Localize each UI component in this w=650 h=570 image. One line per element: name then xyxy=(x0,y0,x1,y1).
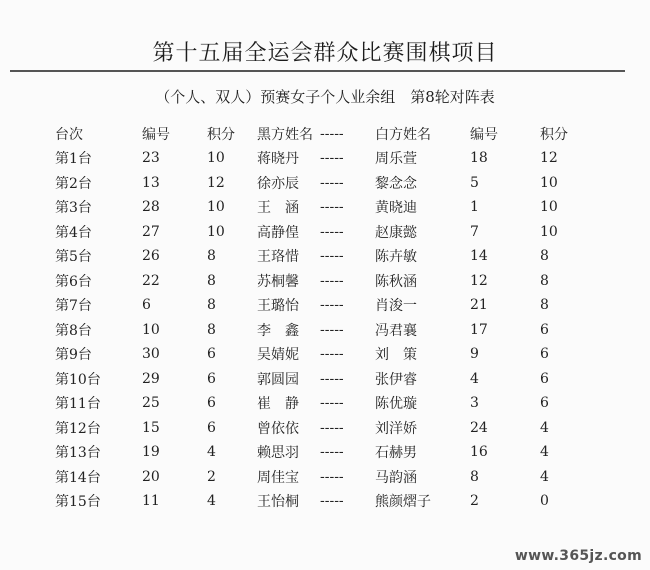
vs-cell: ----- xyxy=(320,248,344,265)
white-name-cell: 刘洋娇 xyxy=(375,420,417,437)
black-score-cell: 2 xyxy=(207,468,216,485)
white-score-cell: 8 xyxy=(540,272,549,289)
white-no-cell: 21 xyxy=(470,297,488,314)
black-name-cell: 周佳宝 xyxy=(257,469,299,486)
white-name-cell: 赵康懿 xyxy=(375,224,417,241)
table-row xyxy=(55,195,580,220)
table-row xyxy=(55,171,580,196)
white-name-cell: 马韵涵 xyxy=(375,469,417,486)
vs-cell: ----- xyxy=(320,493,344,510)
black-name-cell: 苏桐馨 xyxy=(257,273,299,290)
header-vs: ----- xyxy=(320,126,344,142)
black-name-cell: 蒋晓丹 xyxy=(257,151,299,168)
table-row xyxy=(55,342,580,367)
black-name-cell: 徐亦辰 xyxy=(257,175,299,192)
white-no-cell: 4 xyxy=(470,370,479,387)
table-row xyxy=(55,391,580,416)
black-score-cell: 4 xyxy=(207,493,216,510)
vs-cell: ----- xyxy=(320,346,344,363)
black-score-cell: 10 xyxy=(207,223,225,240)
white-score-cell: 10 xyxy=(540,199,558,216)
table-row xyxy=(55,244,580,269)
document-subtitle: （个人、双人）预赛女子个人业余组 第8轮对阵表 xyxy=(155,88,495,106)
white-score-cell: 6 xyxy=(540,321,549,338)
white-no-cell: 18 xyxy=(470,150,488,167)
white-no-cell: 12 xyxy=(470,272,488,289)
black-no-cell: 15 xyxy=(142,419,160,436)
table-row xyxy=(55,269,580,294)
white-no-cell: 7 xyxy=(470,223,479,240)
vs-cell: ----- xyxy=(320,444,344,461)
white-score-cell: 8 xyxy=(540,297,549,314)
white-score-cell: 4 xyxy=(540,444,549,461)
table-no-cell: 第5台 xyxy=(55,249,92,266)
black-name-cell: 王怡桐 xyxy=(257,494,299,511)
table-no-cell: 第15台 xyxy=(55,494,101,511)
table-no-cell: 第10台 xyxy=(55,371,101,388)
black-score-cell: 8 xyxy=(207,272,216,289)
black-no-cell: 25 xyxy=(142,395,160,412)
vs-cell: ----- xyxy=(320,370,344,387)
white-no-cell: 8 xyxy=(470,468,479,485)
white-no-cell: 3 xyxy=(470,395,479,412)
white-name-cell: 周乐萱 xyxy=(375,151,417,168)
white-score-cell: 0 xyxy=(540,493,549,510)
vs-cell: ----- xyxy=(320,174,344,191)
white-name-cell: 刘 策 xyxy=(375,347,417,364)
black-no-cell: 11 xyxy=(142,493,160,510)
white-name-cell: 陈优璇 xyxy=(375,396,417,413)
black-name-cell: 郭圆园 xyxy=(257,371,299,388)
table-header-row xyxy=(55,122,580,146)
black-score-cell: 10 xyxy=(207,199,225,216)
table-row xyxy=(55,146,580,171)
header-black-score: 积分 xyxy=(207,127,235,143)
black-no-cell: 29 xyxy=(142,370,160,387)
table-no-cell: 第2台 xyxy=(55,175,92,192)
vs-cell: ----- xyxy=(320,199,344,216)
pairings-body xyxy=(55,146,580,514)
black-no-cell: 6 xyxy=(142,297,151,314)
header-table-no: 台次 xyxy=(55,127,83,143)
black-no-cell: 10 xyxy=(142,321,160,338)
black-score-cell: 6 xyxy=(207,346,216,363)
header-white-name: 白方姓名 xyxy=(375,127,431,143)
table-row xyxy=(55,465,580,490)
white-score-cell: 6 xyxy=(540,370,549,387)
vs-cell: ----- xyxy=(320,297,344,314)
black-score-cell: 4 xyxy=(207,444,216,461)
table-no-cell: 第3台 xyxy=(55,200,92,217)
white-score-cell: 10 xyxy=(540,223,558,240)
black-name-cell: 高静偟 xyxy=(257,224,299,241)
white-no-cell: 5 xyxy=(470,174,479,191)
black-name-cell: 曾依依 xyxy=(257,420,299,437)
table-row xyxy=(55,220,580,245)
black-score-cell: 12 xyxy=(207,174,225,191)
table-no-cell: 第1台 xyxy=(55,151,92,168)
table-row xyxy=(55,489,580,514)
white-name-cell: 陈秋涵 xyxy=(375,273,417,290)
table-row xyxy=(55,416,580,441)
black-no-cell: 20 xyxy=(142,468,160,485)
table-row xyxy=(55,318,580,343)
black-score-cell: 8 xyxy=(207,321,216,338)
white-no-cell: 1 xyxy=(470,199,479,216)
vs-cell: ----- xyxy=(320,419,344,436)
vs-cell: ----- xyxy=(320,223,344,240)
white-name-cell: 张伊睿 xyxy=(375,371,417,388)
black-score-cell: 8 xyxy=(207,297,216,314)
black-name-cell: 王 涵 xyxy=(257,200,299,217)
black-no-cell: 28 xyxy=(142,199,160,216)
white-name-cell: 陈卉敏 xyxy=(375,249,417,266)
white-score-cell: 4 xyxy=(540,419,549,436)
black-name-cell: 吴婧妮 xyxy=(257,347,299,364)
header-black-no: 编号 xyxy=(142,127,170,143)
black-no-cell: 23 xyxy=(142,150,160,167)
table-no-cell: 第11台 xyxy=(55,396,101,413)
black-score-cell: 6 xyxy=(207,419,216,436)
header-white-no: 编号 xyxy=(470,127,498,143)
document-title: 第十五届全运会群众比赛围棋项目 xyxy=(152,41,498,66)
black-name-cell: 崔 静 xyxy=(257,396,299,413)
vs-cell: ----- xyxy=(320,272,344,289)
white-name-cell: 石赫男 xyxy=(375,445,417,462)
vs-cell: ----- xyxy=(320,395,344,412)
black-no-cell: 22 xyxy=(142,272,160,289)
white-no-cell: 14 xyxy=(470,248,488,265)
white-name-cell: 冯君襄 xyxy=(375,322,417,339)
white-name-cell: 肖浚一 xyxy=(375,298,417,315)
table-no-cell: 第7台 xyxy=(55,298,92,315)
white-no-cell: 2 xyxy=(470,493,479,510)
title-divider xyxy=(10,70,625,72)
black-name-cell: 李 鑫 xyxy=(257,322,299,339)
white-score-cell: 10 xyxy=(540,174,558,191)
table-no-cell: 第8台 xyxy=(55,322,92,339)
header-black-name: 黑方姓名 xyxy=(257,127,313,143)
black-no-cell: 26 xyxy=(142,248,160,265)
site-watermark: www.365jz.com xyxy=(514,548,642,564)
white-score-cell: 6 xyxy=(540,395,549,412)
table-no-cell: 第6台 xyxy=(55,273,92,290)
vs-cell: ----- xyxy=(320,468,344,485)
white-no-cell: 17 xyxy=(470,321,488,338)
black-no-cell: 19 xyxy=(142,444,160,461)
table-no-cell: 第9台 xyxy=(55,347,92,364)
white-score-cell: 4 xyxy=(540,468,549,485)
black-name-cell: 赖思羽 xyxy=(257,445,299,462)
table-no-cell: 第14台 xyxy=(55,469,101,486)
white-score-cell: 12 xyxy=(540,150,558,167)
white-no-cell: 24 xyxy=(470,419,488,436)
white-no-cell: 16 xyxy=(470,444,488,461)
table-row xyxy=(55,367,580,392)
pairings-table xyxy=(55,122,580,514)
white-score-cell: 8 xyxy=(540,248,549,265)
black-score-cell: 10 xyxy=(207,150,225,167)
white-score-cell: 6 xyxy=(540,346,549,363)
table-no-cell: 第4台 xyxy=(55,224,92,241)
table-row xyxy=(55,293,580,318)
black-name-cell: 王珞惜 xyxy=(257,249,299,266)
vs-cell: ----- xyxy=(320,321,344,338)
vs-cell: ----- xyxy=(320,150,344,167)
black-no-cell: 27 xyxy=(142,223,160,240)
black-score-cell: 6 xyxy=(207,395,216,412)
table-no-cell: 第13台 xyxy=(55,445,101,462)
black-name-cell: 王璐怡 xyxy=(257,298,299,315)
black-score-cell: 6 xyxy=(207,370,216,387)
table-no-cell: 第12台 xyxy=(55,420,101,437)
black-no-cell: 30 xyxy=(142,346,160,363)
white-name-cell: 黄晓迪 xyxy=(375,200,417,217)
white-no-cell: 9 xyxy=(470,346,479,363)
white-name-cell: 熊颜熠子 xyxy=(375,494,431,511)
black-score-cell: 8 xyxy=(207,248,216,265)
black-no-cell: 13 xyxy=(142,174,160,191)
table-row xyxy=(55,440,580,465)
header-white-score: 积分 xyxy=(540,127,568,143)
white-name-cell: 黎念念 xyxy=(375,175,417,192)
